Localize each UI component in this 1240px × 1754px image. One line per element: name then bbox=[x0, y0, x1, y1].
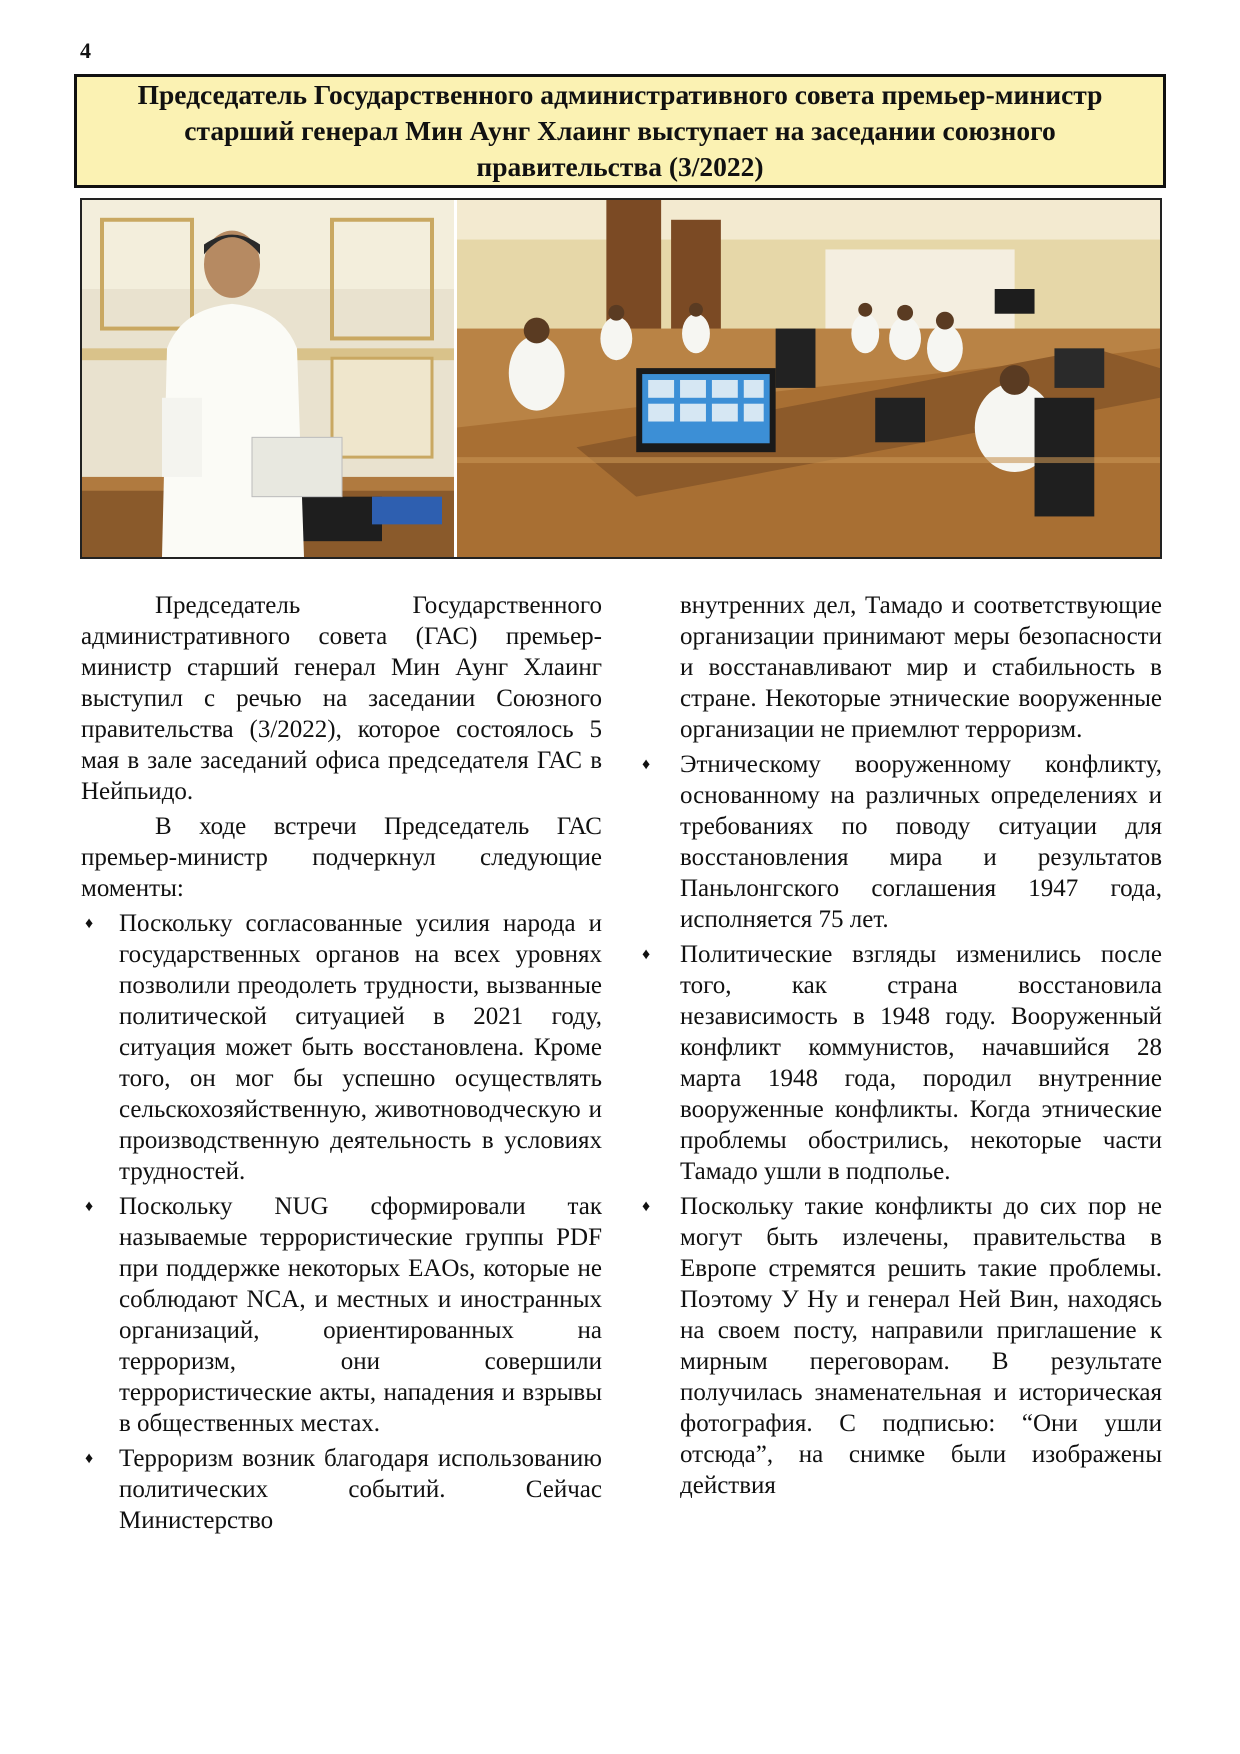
meeting-hall-photo bbox=[457, 200, 1160, 557]
left-bullet-list bbox=[81, 908, 602, 1536]
continuation-paragraph: внутренних дел, Тамадо и соответствующие организации принимают меры безопасности и восстанавливают мир и стабильность в стране. Некоторые этнические вооруженные организации не приемлют терроризм. bbox=[680, 592, 1162, 743]
intro-paragraph: Председатель Государственного административного совета (ГАС) премьер-министр старший генерал Мин Аунг Хлаинг выступил с речью на заседании Союзного правительства (3/2022), которое состоялось 5 мая в зале заседаний офиса председателя ГАС в Нейпьидо. bbox=[81, 592, 602, 805]
headline-box bbox=[74, 74, 1166, 188]
left-column bbox=[81, 590, 602, 1540]
list-item bbox=[642, 1191, 1162, 1501]
bullet-text: Поскольку NUG сформировали так называемые террористические группы PDF при поддержке некоторых EAOs, которые не соблюдают NCA, и местных и иностранных организаций, ориентированных на терроризм, они совершили террористические акты, нападения и взрывы в общественных местах. bbox=[119, 1193, 602, 1437]
right-column bbox=[642, 590, 1162, 1505]
points-intro-paragraph: В ходе встречи Председатель ГАС премьер-министр подчеркнул следующие моменты: bbox=[81, 813, 602, 902]
diamond-bullet-icon: ♦ bbox=[642, 946, 651, 963]
diamond-bullet-icon: ♦ bbox=[642, 1198, 651, 1215]
meeting-hall-photo-illustration bbox=[457, 200, 1160, 557]
list-item bbox=[642, 749, 1162, 935]
bullet-text: Терроризм возник благодаря использованию политических событий. Сейчас Министерство bbox=[119, 1445, 602, 1534]
photo-strip bbox=[80, 198, 1162, 559]
headline: Председатель Государственного административного совета премьер-министр старший генерал Мин Аунг Хлаинг выступает на заседании союзного правительства (3/2022) bbox=[137, 79, 1103, 182]
diamond-bullet-icon: ♦ bbox=[85, 1450, 94, 1467]
speaker-photo bbox=[82, 200, 457, 557]
list-item bbox=[642, 939, 1162, 1187]
list-item bbox=[81, 1191, 602, 1439]
bullet-text: Этническому вооруженному конфликту, основанному на различных определениях и требованиях по поводу ситуации для восстановления мира и результатов Паньлонгского соглашения 1947 года, исполняется 75 лет. bbox=[680, 751, 1162, 933]
bullet-text: Поскольку согласованные усилия народа и государственных органов на всех уровнях позволили преодолеть трудности, вызванные политической ситуацией в 2021 году, ситуация может быть восстановлена. Кроме того, он мог бы успешно осуществлять сельскохозяйственную, животноводческую и производственную деятельность в условиях трудностей. bbox=[119, 910, 602, 1185]
bullet-text: Политические взгляды изменились после того, как страна восстановила независимость в 1948 году. Вооруженный конфликт коммунистов, начавшийся 28 марта 1948 года, породил внутренние вооруженные конфликты. Когда этнические проблемы обострились, некоторые части Тамадо ушли в подполье. bbox=[680, 941, 1162, 1185]
diamond-bullet-icon: ♦ bbox=[85, 1198, 94, 1215]
list-item bbox=[81, 908, 602, 1187]
page-number: 4 bbox=[80, 38, 91, 63]
diamond-bullet-icon: ♦ bbox=[85, 915, 94, 932]
list-item bbox=[81, 1443, 602, 1536]
right-bullet-list bbox=[642, 749, 1162, 1501]
bullet-text: Поскольку такие конфликты до сих пор не могут быть излечены, правительства в Европе стремятся решить такие проблемы. Поэтому У Ну и генерал Ней Вин, находясь на своем посту, направили приглашение к мирным переговорам. В результате получилась знаменательная и историческая фотография. С подписью: “Они ушли отсюда”, на снимке были изображены действия bbox=[680, 1193, 1162, 1499]
speaker-photo-illustration bbox=[82, 200, 454, 557]
diamond-bullet-icon: ♦ bbox=[642, 756, 651, 773]
